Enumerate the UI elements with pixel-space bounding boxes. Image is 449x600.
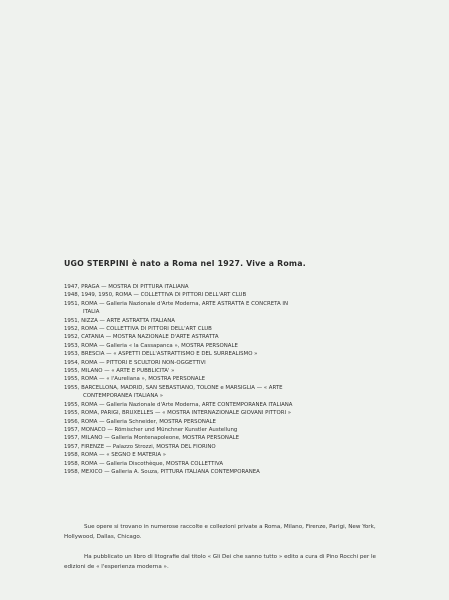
exhibition-item xyxy=(64,418,394,426)
exhibition-item xyxy=(64,443,394,451)
exhibition-text: 1955, ROMA — Galleria Nazionale d'Arte Moderna, ARTE CONTEMPORANEA ITALIANA xyxy=(64,401,293,408)
exhibition-item xyxy=(64,367,394,375)
exhibition-text: 1952, ROMA — COLLETTIVA DI PITTORI DELL'ART CLUB xyxy=(64,326,212,333)
exhibition-text: 1955, ROMA — « l'Aureliana », MOSTRA PERSONALE xyxy=(64,376,205,383)
exhibition-text: 1957, MONACO — Römischer und Münchner Kunstler Austellung xyxy=(64,426,238,433)
exhibition-item xyxy=(64,350,394,358)
exhibition-text: 1953, BRESCIA — « ASPETTI DELL'ASTRATTISMO E DEL SURREALISMO » xyxy=(64,351,258,358)
exhibition-item xyxy=(64,291,394,299)
exhibition-text: 1947, PRAGA — MOSTRA DI PITTURA ITALIANA xyxy=(64,284,189,290)
exhibition-text-continuation: ITALIA xyxy=(83,309,100,316)
exhibition-text: 1955, BARCELLONA, MADRID, SAN SEBASTIANO, TOLONE e MARSIGLIA — « ARTE xyxy=(64,384,283,391)
exhibition-item xyxy=(64,333,394,341)
exhibition-item xyxy=(64,300,394,317)
exhibition-item xyxy=(64,468,394,476)
exhibition-item xyxy=(64,434,394,442)
exhibition-item xyxy=(64,451,394,459)
exhibition-text: 1955, ROMA, PARIGI, BRUXELLES — « MOSTRA INTERNAZIONALE GIOVANI PITTORI » xyxy=(64,410,292,417)
exhibition-item xyxy=(64,375,394,383)
exhibition-text: 1951, ROMA — Galleria Nazionale d'Arte Moderna, ARTE ASTRATTA E CONCRETA IN xyxy=(64,300,289,307)
exhibition-item xyxy=(64,426,394,434)
exhibition-text: 1953, ROMA — Galleria « la Cassapanca », MOSTRA PERSONALE xyxy=(64,342,238,349)
exhibition-text: 1958, ROMA — « SEGNO E MATERIA » xyxy=(64,452,167,459)
exhibition-text: 1956, ROMA — Galleria Schneider, MOSTRA PERSONALE xyxy=(64,418,216,425)
exhibition-item xyxy=(64,342,394,350)
exhibition-item xyxy=(64,325,394,333)
exhibition-item xyxy=(64,460,394,468)
exhibition-text: 1954, ROMA — PITTORI E SCULTORI NON-OGGETTIVI xyxy=(64,359,206,366)
exhibition-text: 1957, MILANO — Galleria Montenapoleone, MOSTRA PERSONALE xyxy=(64,435,240,442)
exhibition-text: 1948, 1949, 1950, ROMA — COLLETTIVA DI PITTORI DELL'ART CLUB xyxy=(64,292,247,299)
exhibition-text: 1951, NIZZA — ARTE ASTRATTA ITALIANA xyxy=(64,317,175,324)
exhibition-text: 1958, MEXICO — Galleria A. Souza, PITTURA ITALIANA CONTEMPORANEA xyxy=(64,468,260,475)
publication-paragraph: Ha pubblicato un libro di litografie dal titolo « Gli Dei che sanno tutto » edito a cura di Pino Rocchi per le edizioni de « l'esperienza moderna ». xyxy=(64,554,376,570)
exhibition-text: 1952, CATANIA — MOSTRA NAZIONALE D'ARTE ASTRATTA xyxy=(64,334,219,341)
exhibition-item xyxy=(64,283,394,291)
exhibition-item xyxy=(64,317,394,325)
collections-paragraph: Sue opere si trovano in numerose raccolte e collezioni private a Roma, Milano, Firenze, Parigi, New York, Hollywood, Dallas, Chicago. xyxy=(64,524,376,540)
biography-heading: UGO STERPINI è nato a Roma nel 1927. Vive a Roma. xyxy=(64,259,306,268)
exhibition-item xyxy=(64,384,394,401)
exhibition-text: 1958, ROMA — Galleria Discothèque, MOSTRA COLLETTIVA xyxy=(64,460,224,467)
exhibition-text-continuation: CONTEMPORANEA ITALIANA » xyxy=(83,393,164,400)
exhibition-text: 1957, FIRENZE — Palazzo Strozzi, MOSTRA DEL FIORINO xyxy=(64,443,216,450)
exhibition-list xyxy=(64,283,394,476)
exhibition-item xyxy=(64,409,394,417)
exhibition-text: 1955, MILANO — « ARTE E PUBBLICITA' » xyxy=(64,368,175,375)
exhibition-item xyxy=(64,359,394,367)
exhibition-item xyxy=(64,401,394,409)
